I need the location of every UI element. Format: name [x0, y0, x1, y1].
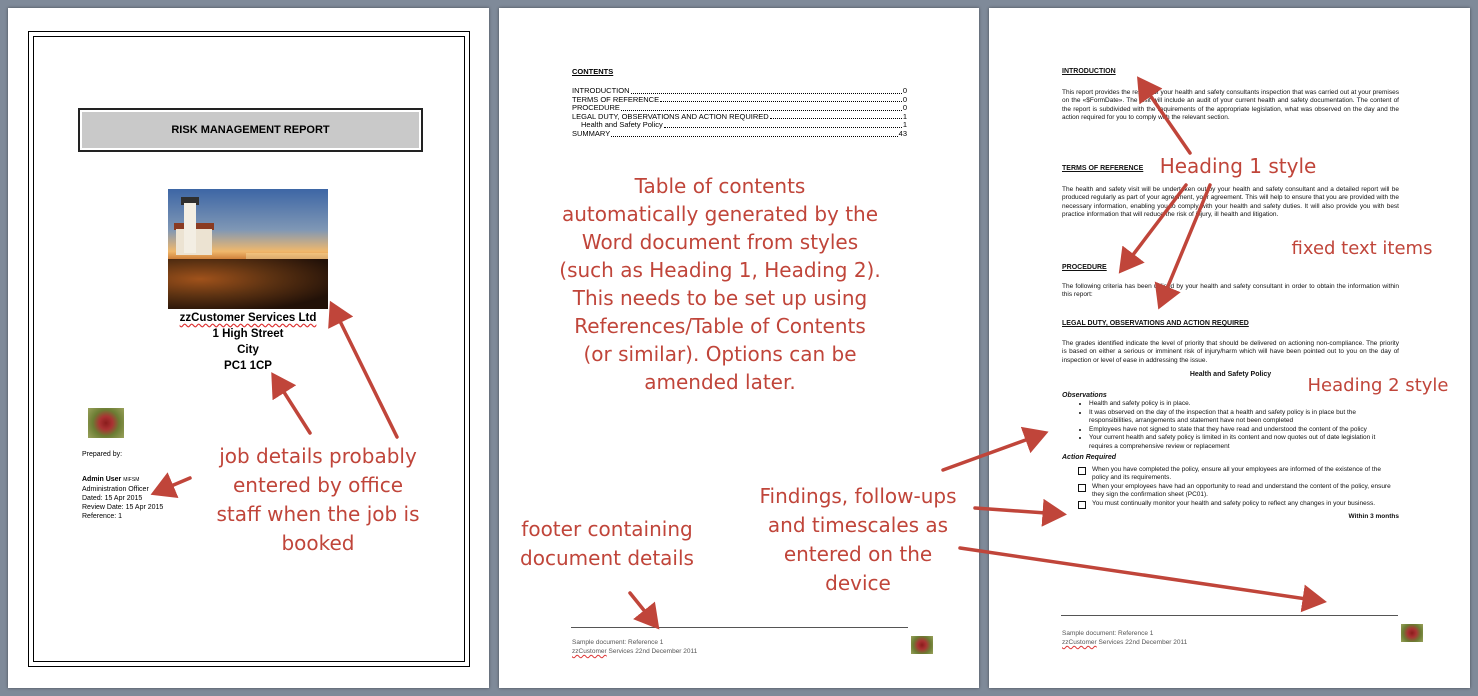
action-item: You must continually monitor your health and safety policy to reflect any changes in your business. — [1062, 500, 1399, 509]
legal-text: The grades identified indicate the level of priority that should be delivered on actioning non-compliance. The priority is based on either a serious or imminent risk of injury/harm which will have been pointed out to you on the day of inspection or level of ease in addressing the issue. — [1062, 339, 1399, 364]
table-of-contents — [572, 67, 907, 139]
page-footer — [572, 638, 697, 656]
action-item: When your employees have had an opportunity to read and understand the content of the policy, ensure they sign the confirmation sheet (PC01). — [1062, 483, 1399, 500]
footer-line: Sample document: Reference 1 — [1062, 630, 1154, 637]
fixed-text-annotation: fixed text items — [1291, 238, 1433, 259]
cover-page — [8, 8, 489, 688]
procedure-heading: PROCEDURE — [1062, 264, 1107, 271]
footer-line: Sample document: Reference 1 — [572, 639, 664, 646]
report-title: RISK MANAGEMENT REPORT — [78, 108, 423, 152]
admin-suffix: MIFSM — [123, 477, 140, 483]
address-line: City — [237, 344, 259, 356]
findings-annotation: Findings, follow-ups and timescales as entered on the device — [759, 484, 957, 595]
page-footer — [1062, 629, 1187, 647]
prepared-by-label: Prepared by: — [82, 451, 123, 458]
toc-entry[interactable]: SUMMARY 43 — [572, 128, 907, 138]
company-name: zzCustomer Services Ltd — [179, 312, 317, 324]
report-page — [989, 8, 1470, 688]
toc-entry[interactable]: Health and Safety Policy 1 — [581, 120, 907, 130]
admin-line: Administration Officer — [82, 486, 149, 493]
heading2-annotation: Heading 2 style — [1307, 375, 1449, 396]
observations-list — [1062, 400, 1399, 451]
footer-rule — [1061, 615, 1398, 616]
procedure-section — [1062, 264, 1399, 300]
observation-item: • Employees have not signed to state that they have read and understood the content of the policy — [1089, 426, 1399, 435]
prepared-by-details — [82, 475, 163, 521]
introduction-text: This report provides the results of your health and safety consultants inspection that was carried out at your premises on the «$FormDate». The visit will include an audit of your current health and safety documentation. The content of the report is subdivided with the requirements of the appropriate legislation, what was observed on the day and the action required for you to comply with the relevant section. — [1062, 88, 1399, 121]
observation-item: • Your current health and safety policy is limited in its content and now quotes out of date legislation it requires a comprehensive review or replacement — [1089, 434, 1399, 451]
procedure-text: The following criteria has been utilised by your health and safety consultant in order to obtain the information within this report: — [1062, 282, 1399, 298]
toc-entry[interactable]: INTRODUCTION 0 — [572, 86, 907, 95]
legal-section — [1062, 320, 1399, 521]
company-logo — [88, 408, 124, 438]
lighthouse-photo — [168, 189, 328, 309]
checkbox[interactable] — [1078, 501, 1086, 509]
footer-company: zzCustomer — [572, 648, 607, 655]
action-item: When you have completed the policy, ensure all your employees are informed of the existence of the policy and its requirements. — [1062, 466, 1399, 483]
observation-item: • It was observed on the day of the inspection that a health and safety policy is in place but the responsibilities, arrangements and statement have not been completed — [1089, 409, 1399, 426]
admin-line: Dated: 15 Apr 2015 — [82, 495, 143, 502]
footer-date: Services 22nd December 2011 — [606, 648, 698, 655]
admin-line: Reference: 1 — [82, 513, 123, 520]
address-line: 1 High Street — [212, 328, 284, 340]
observations-label: Observations — [1062, 391, 1107, 399]
footer-logo — [1401, 624, 1423, 642]
job-details-annotation: job details probably entered by office staff when the job is booked — [216, 444, 420, 555]
heading1-annotation: Heading 1 style — [1159, 154, 1317, 178]
toc-entry[interactable]: TERMS OF REFERENCE 0 — [572, 94, 907, 104]
admin-name: Admin User — [82, 476, 122, 483]
timescale: Within 3 months — [1348, 512, 1399, 520]
admin-line: Review Date: 15 Apr 2015 — [82, 504, 164, 511]
introduction-heading: INTRODUCTION — [1062, 68, 1116, 75]
checkbox[interactable] — [1078, 484, 1086, 492]
toc-entry[interactable]: PROCEDURE 0 — [572, 103, 907, 113]
footer-rule — [571, 627, 908, 628]
terms-text: The health and safety visit will be undertaken out by your health and safety consultant and a detailed report will be produced regularly as part of your agreement, your agreement. This will help to ensure that you are provided with the necessary information, enabling you to comply with your health and safety duties. It will also provide you with best practice information that will reduce the risk of injury, ill health and litigation. — [1062, 185, 1399, 218]
policy-heading: Health and Safety Policy — [1189, 371, 1272, 378]
customer-address — [148, 310, 348, 374]
action-required-label: Action Required — [1062, 454, 1117, 461]
observation-item: • Health and safety policy is in place. — [1089, 400, 1399, 409]
toc-annotation: Table of contents automatically generated by the Word document from styles (such as Heading 1, Heading 2). This needs to be set up using References/Table of Contents (or similar). Options can be amended later. — [559, 174, 881, 394]
checkbox[interactable] — [1078, 467, 1086, 475]
terms-heading: TERMS OF REFERENCE — [1062, 165, 1144, 172]
footer-date: Services 22nd December 2011 — [1096, 639, 1188, 646]
footer-annotation: footer containing document details — [520, 517, 694, 570]
introduction-section — [1062, 68, 1399, 123]
legal-heading: LEGAL DUTY, OBSERVATIONS AND ACTION REQUIRED — [1062, 320, 1249, 327]
address-line: PC1 1CP — [224, 360, 272, 372]
contents-heading: CONTENTS — [572, 67, 614, 76]
footer-company: zzCustomer — [1062, 639, 1097, 646]
footer-logo — [911, 636, 933, 654]
toc-entry[interactable]: LEGAL DUTY, OBSERVATIONS AND ACTION REQUIRED 1 — [572, 111, 907, 121]
